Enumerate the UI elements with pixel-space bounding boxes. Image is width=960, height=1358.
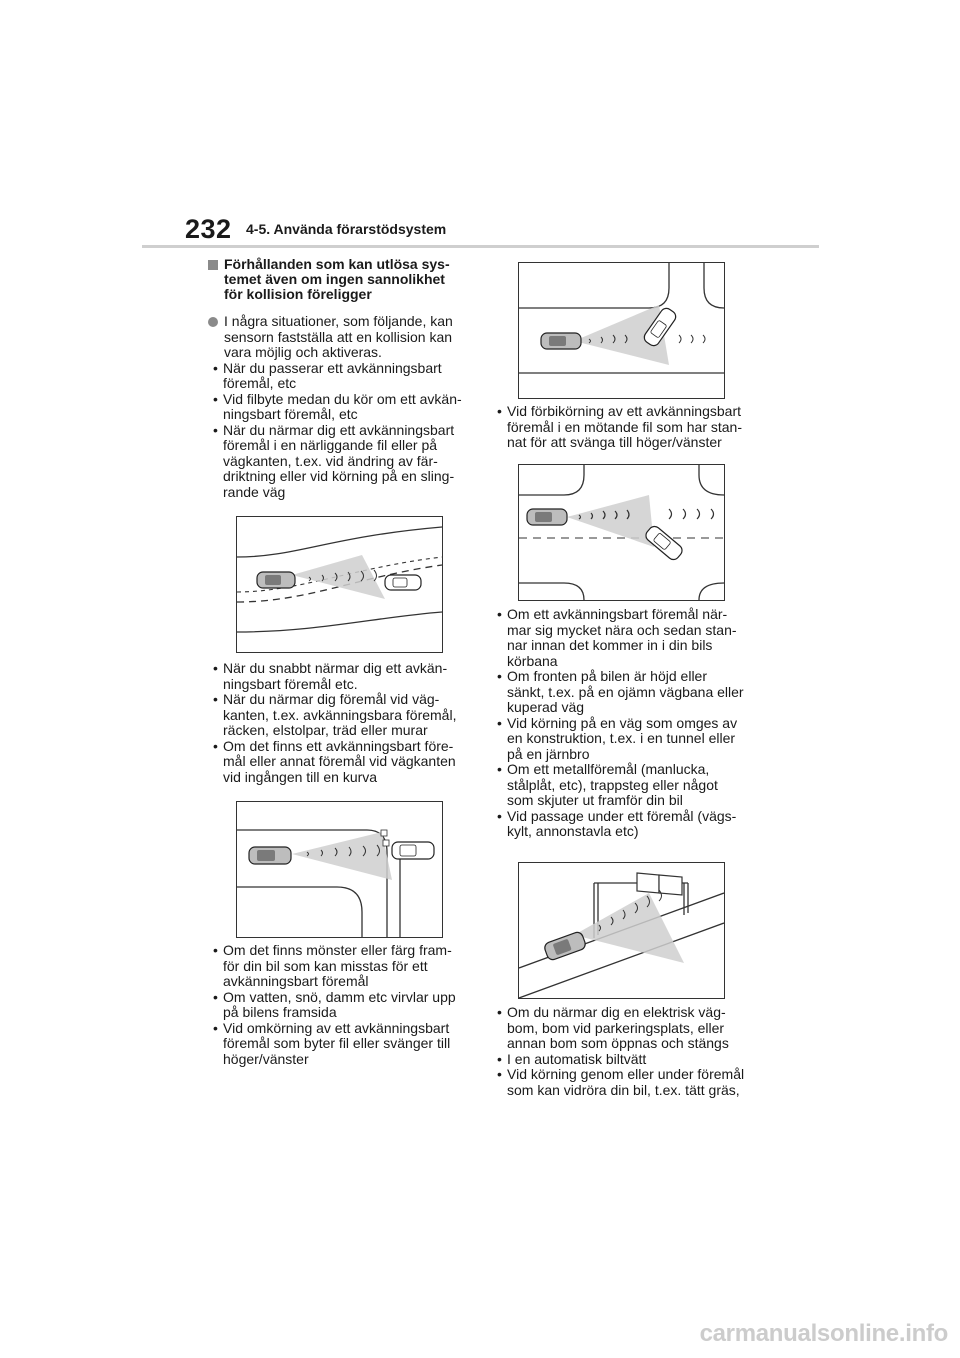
list-item: • Vid passage under ett föremål (vägs- kylt, annonstavla etc) xyxy=(492,809,762,840)
illustration-winding-road xyxy=(236,516,443,653)
car-icon xyxy=(392,842,434,859)
list-item: • Om det finns ett avkänningsbart före- mål eller annat föremål vid vägkanten vid ingången till en kurva xyxy=(208,739,468,786)
list-item: • I en automatisk biltvätt xyxy=(492,1052,762,1068)
heading-text: Förhållanden som kan utlösa sys- temet även om ingen sannolikhet för kollision föreligger xyxy=(224,256,450,302)
page-number: 232 xyxy=(185,214,232,244)
watermark xyxy=(625,1318,960,1358)
list-item: • När du närmar dig föremål vid väg- kanten, t.ex. avkänningsbara föremål, räcken, elstolpar, träd eller murar xyxy=(208,692,468,739)
right-list-3 xyxy=(492,1005,762,1098)
illustration-overhead-sign xyxy=(518,862,725,999)
circle-bullet-icon xyxy=(208,317,218,327)
left-list-3 xyxy=(208,943,468,1067)
list-item: • När du närmar dig ett avkänningsbart föremål i en närliggande fil eller på vägkanten, t.ex. vid ändring av fär- driktning eller vid körning på en sling- rande väg xyxy=(208,423,462,501)
lead-paragraph xyxy=(208,314,468,500)
header-divider xyxy=(142,245,819,248)
car-icon xyxy=(527,509,567,525)
car-icon xyxy=(249,847,291,864)
right-list-1 xyxy=(492,404,762,451)
watermark-text: carmanualsonline.info xyxy=(699,1320,948,1347)
list-item: • Vid omkörning av ett avkänningsbart föremål som byter fil eller svänger till höger/vänster xyxy=(208,1021,468,1068)
list-item: • Om ett avkänningsbart föremål när- mar sig mycket nära och sedan stan- nar innan det kommer in i din bils körbana xyxy=(492,607,762,669)
list-item: • När du snabbt närmar dig ett avkän- ningsbart föremål etc. xyxy=(208,661,468,692)
section-title: 4-5. Använda förarstödsystem xyxy=(246,221,447,237)
list-item: • Om du närmar dig en elektrisk väg- bom, bom vid parkeringsplats, eller annan bom som öppnas och stängs xyxy=(492,1005,762,1052)
car-icon xyxy=(257,572,295,588)
car-icon xyxy=(541,333,581,349)
illustration-curve-entrance xyxy=(236,801,443,938)
car-icon xyxy=(385,575,421,590)
list-item: • Vid filbyte medan du kör om ett avkän- ningsbart föremål, etc xyxy=(208,392,462,423)
square-bullet-icon xyxy=(208,260,218,270)
list-item: • Vid körning genom eller under föremål som kan vidröra din bil, t.ex. tätt gräs, xyxy=(492,1067,762,1098)
list-item: • Om vatten, snö, damm etc virvlar upp på bilens framsida xyxy=(208,990,468,1021)
left-list-2 xyxy=(208,661,468,785)
illustration-turning-vehicle xyxy=(518,262,725,399)
list-item: • Om ett metallföremål (manlucka, stålplåt, etc), trappsteg eller något som skjuter ut framför din bil xyxy=(492,762,762,809)
section-heading xyxy=(208,257,468,302)
list-item: • Om fronten på bilen är höjd eller sänkt, t.ex. på en ojämn vägbana eller kuperad väg xyxy=(492,669,762,716)
illustration-oncoming-vehicle xyxy=(518,464,725,601)
lead-text: I några situationer, som följande, kan sensorn fastställa att en kollision kan vara möjlig och aktiveras. xyxy=(224,313,453,360)
bullet-list-1 xyxy=(208,361,462,501)
list-item: • Om det finns mönster eller färg fram- för din bil som kan misstas för ett avkänningsbart föremål xyxy=(208,943,468,990)
right-list-2 xyxy=(492,607,762,840)
list-item: • Vid förbikörning av ett avkänningsbart föremål i en mötande fil som har stan- nat för att svänga till höger/vänster xyxy=(492,404,762,451)
list-item: • Vid körning på en väg som omges av en konstruktion, t.ex. i en tunnel eller på en järnbro xyxy=(492,716,762,763)
car-icon xyxy=(543,931,587,962)
list-item: • När du passerar ett avkänningsbart föremål, etc xyxy=(208,361,462,392)
left-column xyxy=(208,257,468,500)
